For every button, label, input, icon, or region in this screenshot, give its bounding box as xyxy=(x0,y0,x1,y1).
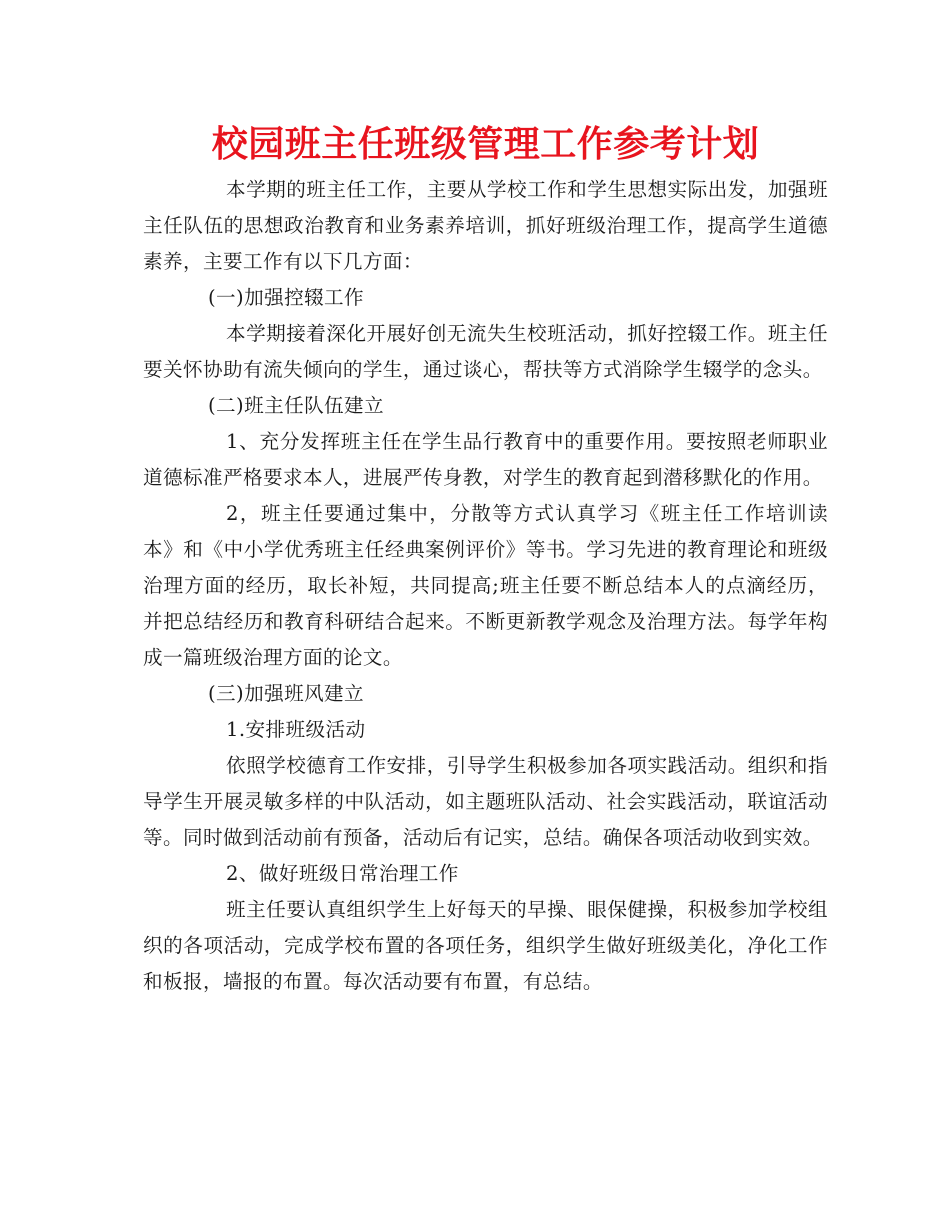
section-heading-1: (一)加强控辍工作 xyxy=(208,286,365,309)
section-heading-2: (二)班主任队伍建立 xyxy=(208,394,385,417)
document-title: 校园班主任班级管理工作参考计划 xyxy=(211,124,760,165)
subheading-class-activities: 1.安排班级活动 xyxy=(226,718,366,741)
paragraph-teacher-study: 2，班主任要通过集中，分散等方式认真学习《班主任工作培训读本》和《中小学优秀班主任经典案例评价》等书。学习先进的教育理论和班级治理方面的经历，取长补短，共同提高;班主任要不断总结本人的点滴经历，并把总结经历和教育科研结合起来。不断更新教学观念及治理方法。每学年构成一篇班级治理方面的论文。 xyxy=(143,502,828,669)
paragraph-teacher-role: 1、充分发挥班主任在学生品行教育中的重要作用。要按照老师职业道德标准严格要求本人，进展严传身教，对学生的教育起到潜移默化的作用。 xyxy=(143,430,828,489)
paragraph-daily-management: 班主任要认真组织学生上好每天的早操、眼保健操，积极参加学校组织的各项活动，完成学校布置的各项任务，组织学生做好班级美化，净化工作和板报，墙报的布置。每次活动要有布置，有总结。 xyxy=(143,898,828,993)
document-page xyxy=(143,118,828,1000)
paragraph-class-activities: 依照学校德育工作安排，引导学生积极参加各项实践活动。组织和指导学生开展灵敏多样的中队活动，如主题班队活动、社会实践活动，联谊活动等。同时做到活动前有预备，活动后有记实，总结。确保各项活动收到实效。 xyxy=(143,754,828,849)
paragraph-dropout-control: 本学期接着深化开展好创无流失生校班活动，抓好控辍工作。班主任要关怀协助有流失倾向的学生，通过谈心，帮扶等方式消除学生辍学的念头。 xyxy=(143,322,828,381)
paragraph-intro: 本学期的班主任工作，主要从学校工作和学生思想实际出发，加强班主任队伍的思想政治教育和业务素养培训，抓好班级治理工作，提高学生道德素养，主要工作有以下几方面： xyxy=(143,178,828,273)
subheading-daily-management: 2、做好班级日常治理工作 xyxy=(226,862,459,885)
section-heading-3: (三)加强班风建立 xyxy=(208,682,365,705)
